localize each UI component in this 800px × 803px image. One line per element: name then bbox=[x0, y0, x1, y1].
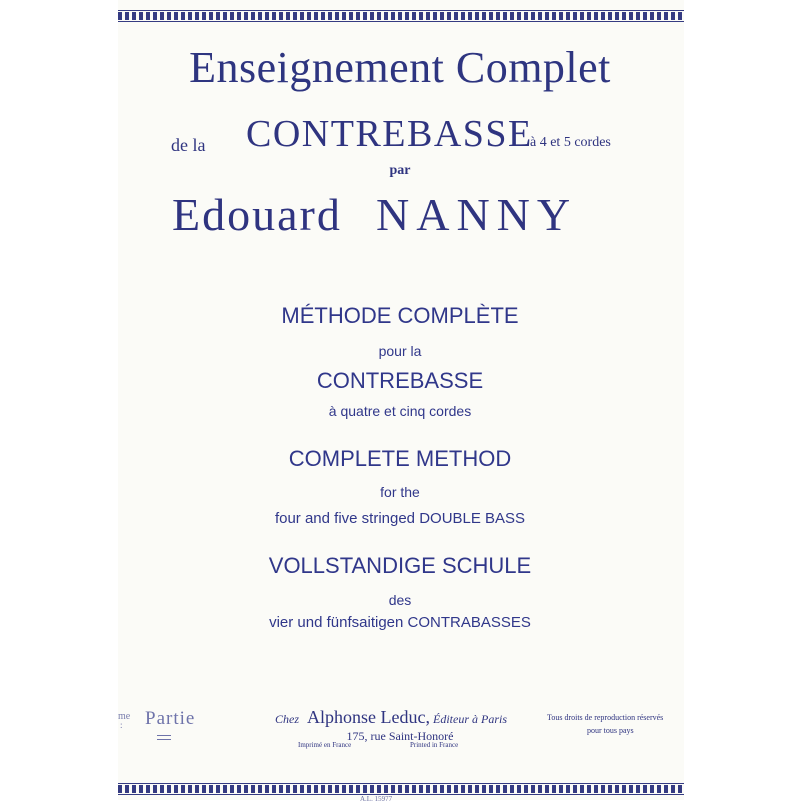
main-title: Enseignement Complet bbox=[189, 43, 611, 92]
publisher-chez: Chez bbox=[275, 712, 299, 726]
rights-notice-line2: pour tous pays bbox=[587, 726, 634, 735]
method-fr-instrument: CONTREBASSE bbox=[316, 368, 484, 393]
method-en-instrument: four and five stringed DOUBLE BASS bbox=[274, 510, 526, 527]
partie-number-mark: : bbox=[120, 720, 123, 730]
author-last-name: NANNY bbox=[376, 189, 578, 240]
title-de-la: de la bbox=[171, 135, 206, 155]
rights-notice-line1: Tous droits de reproduction réservés bbox=[547, 713, 664, 722]
author-first-name: Edouard bbox=[172, 189, 342, 240]
title-par: par bbox=[389, 163, 411, 178]
publisher-name: Alphonse Leduc, bbox=[307, 707, 430, 727]
method-fr-strings: à quatre et cinq cordes bbox=[328, 403, 472, 419]
method-de-instrument: vier und fünfsaitigen CONTRABASSES bbox=[269, 614, 531, 631]
method-de-title: VOLLSTANDIGE SCHULE bbox=[268, 553, 532, 578]
method-en-for: for the bbox=[380, 484, 420, 500]
publisher-role: Éditeur à Paris bbox=[433, 712, 507, 726]
bottom-ornament-border bbox=[118, 785, 684, 793]
partie-label: Partie bbox=[145, 708, 196, 729]
printed-in-france-en: Printed in France bbox=[410, 741, 459, 749]
catalog-number: A.L. 15977 bbox=[360, 795, 393, 803]
method-fr-pour: pour la bbox=[378, 343, 422, 359]
top-ornament-border bbox=[118, 12, 684, 20]
method-en-title: COMPLETE METHOD bbox=[288, 446, 512, 471]
publisher-address: 175, rue Saint-Honoré bbox=[346, 729, 454, 743]
title-strings: à 4 et 5 cordes bbox=[530, 135, 611, 150]
printed-in-france-fr: Imprimé en France bbox=[298, 741, 352, 749]
method-fr-title: MÉTHODE COMPLÈTE bbox=[281, 303, 519, 328]
partie-superscript: me bbox=[118, 711, 131, 722]
title-instrument: CONTREBASSE bbox=[246, 113, 533, 155]
method-de-des: des bbox=[388, 592, 412, 608]
